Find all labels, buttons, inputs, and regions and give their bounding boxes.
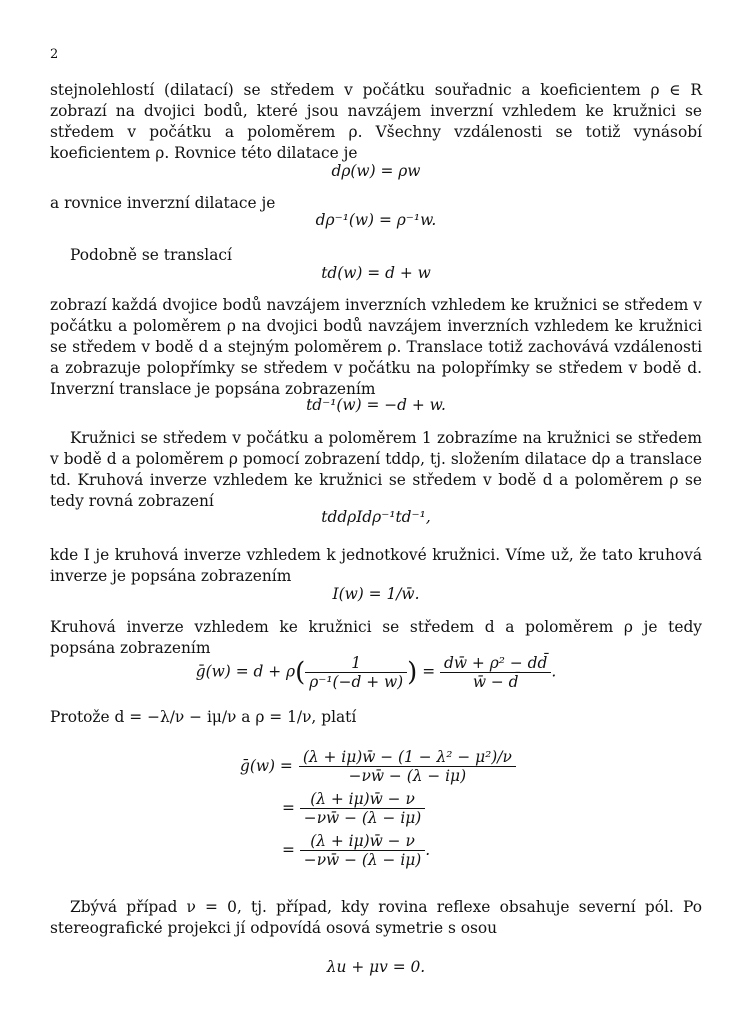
eq8-row2-fraction: $\frac{(\lambda + i\mu)w̄ - \nu}{-\nu w̄ - (\lambda - i\mu)}$ (300, 790, 425, 827)
eq7-fraction-1: $\frac{1}{\text{ρ⁻¹(−d + w)}}$ (305, 654, 407, 691)
eq8-row3-fraction: $\frac{(\lambda + i\mu)w̄ - \nu}{-\nu w̄ - (\lambda - i\mu)}$ (300, 832, 425, 869)
equation-circle-inversion: ḡ(w) = d + ρ( $\frac{1}{\text{ρ⁻¹(−d + w)}}$ ) = $\frac{\text{dw̄ + ρ² − dd̄}}{w̄ - d̄}$ . (195, 654, 557, 691)
paragraph-2: a rovnice inverzní dilatace je (50, 194, 276, 212)
paragraph-4: zobrazí každá dvojice bodů navzájem inverzních vzhledem ke kružnici se středem v počátku a poloměrem ρ na dvojici bodů navzájem inverzních vzhledem ke kružnici se středem v bodě d a stejným poloměrem ρ. Translace totiž zachovává vzdálenosti a zobrazuje polopřímky se středem v počátku na polopřímky se středem v bodě d. Inverzní translace je popsána zobrazením (50, 296, 702, 398)
equation-composition: tddρIdρ⁻¹td⁻¹, (321, 508, 431, 526)
equation-unit-inversion: I(w) = 1/w̄. (332, 585, 420, 603)
paragraph-7: Kruhová inverze vzhledem ke kružnici se středem d a poloměrem ρ je tedy popsána zobrazením (50, 618, 702, 657)
equation-system-g: ḡ(w) = $\frac{\text{(λ + iμ)w̄ − (1 − λ² − μ²)/ν}}{-\nu w̄ - (\lambda - i\mu)}$ = $\frac{(\lambda + i\mu)w̄ - \nu}{-\nu w̄ - (\lambda - i\mu)}$ = $\frac{(\lambda + i\mu)w̄ - \nu}{-\nu w̄ - (\lambda - i\mu)}$ . (240, 745, 516, 871)
page-number: 2 (50, 47, 59, 62)
paragraph-6: kde I je kruhová inverze vzhledem k jednotkové kružnici. Víme už, že tato kruhová inverze je popsána zobrazením (50, 546, 702, 585)
equation-dilation: dρ(w) = ρw (331, 162, 421, 180)
paragraph-5: Kružnici se středem v počátku a poloměrem 1 zobrazíme na kružnici se středem v bodě d a poloměrem ρ pomocí zobrazení tddρ, tj. složením dilatace dρ a translace td. Kruhová inverze vzhledem ke kružnici se středem v bodě d a poloměrem ρ se tedy rovná zobrazení (50, 429, 702, 510)
equation-inverse-translation: td⁻¹(w) = −d + w. (306, 396, 446, 414)
paragraph-3: Podobně se translací (70, 246, 232, 264)
eq7-fraction-2: $\frac{\text{dw̄ + ρ² − dd̄}}{w̄ - d̄}$ (440, 654, 551, 691)
paragraph-8: Protože d = −λ/ν − iμ/ν a ρ = 1/ν, platí (50, 708, 357, 726)
equation-inverse-dilation: dρ⁻¹(w) = ρ⁻¹w. (315, 211, 437, 229)
paragraph-1: stejnolehlostí (dilatací) se středem v počátku souřadnic a koeficientem ρ ∈ R zobrazí na dvojici bodů, které jsou navzájem inverzní vzhledem ke kružnici se středem v počátku a poloměrem ρ. Všechny vzdálenosti se totiž vynásobí koeficientem ρ. Rovnice této dilatace je (50, 81, 702, 162)
eq8-lhs: ḡ(w) = (240, 757, 293, 775)
eq8-row1-fraction: $\frac{\text{(λ + iμ)w̄ − (1 − λ² − μ²)/ν}}{-\nu w̄ - (\lambda - i\mu)}$ (299, 748, 516, 785)
paragraph-9: Zbývá případ ν = 0, tj. případ, kdy rovina reflexe obsahuje severní pól. Po stereografické projekci jí odpovídá osová symetrie s osou (50, 898, 702, 937)
equation-axis: λu + μv = 0. (326, 958, 426, 976)
eq7-lhs: ḡ(w) = d + ρ (195, 662, 296, 681)
equation-translation: td(w) = d + w (321, 264, 431, 282)
